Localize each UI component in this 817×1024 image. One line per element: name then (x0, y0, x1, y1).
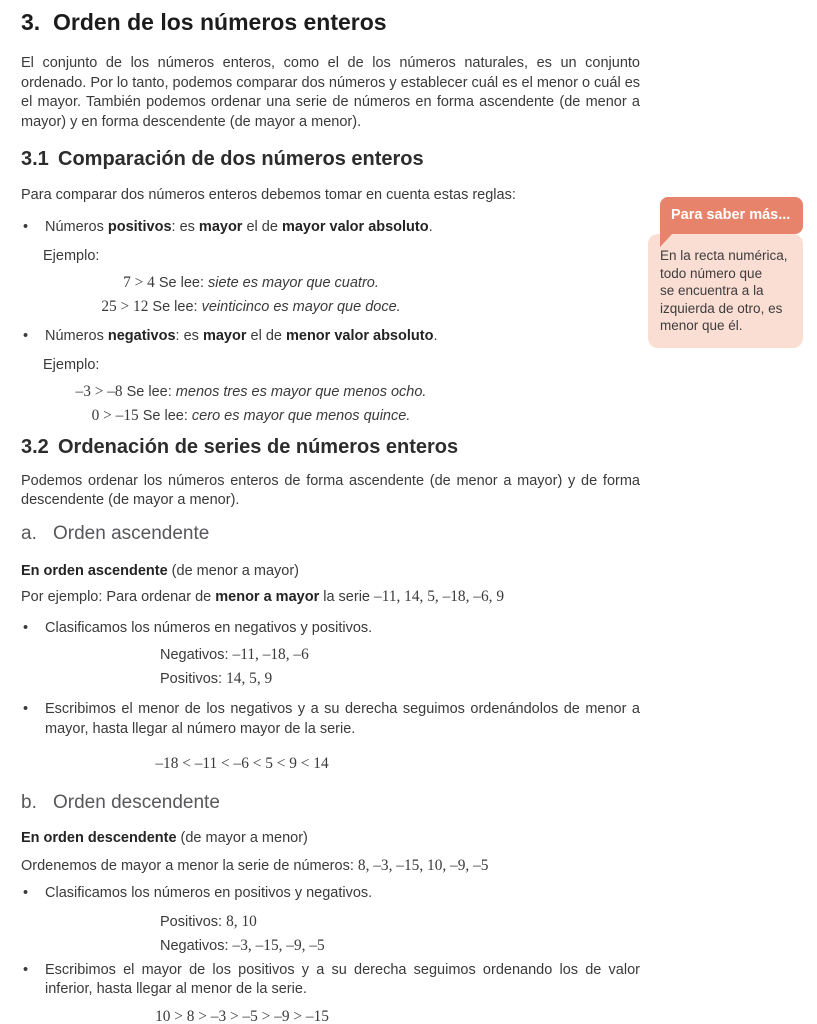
descendente-positivos-group (160, 910, 640, 934)
text-segment: Positivos: (160, 913, 227, 930)
descendente-step-2 (21, 961, 640, 1000)
ascendente-intro (21, 562, 640, 582)
text-segment: Números (45, 327, 108, 344)
text-segment: Negativos: (160, 937, 233, 954)
main-text-column (21, 0, 640, 1024)
text-segment: positivos (107, 218, 172, 235)
text-segment: Positivos: (160, 671, 227, 687)
callout-header: Para saber más... (660, 197, 803, 234)
descendente-negativos-group (160, 934, 640, 958)
ascendente-step-1-text (45, 619, 640, 639)
text-segment: Se lee: (148, 298, 202, 315)
ascendente-positivos-group (160, 667, 640, 691)
descendente-result (21, 1005, 463, 1024)
descendente-step-2-text (45, 961, 640, 1000)
para-saber-mas-callout (648, 197, 803, 348)
text-segment: –11, 14, 5, –18, –6, 9 (374, 588, 505, 605)
section-3-1-lead: Para comparar dos números enteros debemos tomar en cuenta estas reglas: (21, 187, 516, 203)
ascendente-result (21, 752, 463, 776)
text-segment: veinticinco es mayor que doce. (201, 298, 401, 315)
ascendente-example-intro (21, 587, 640, 608)
callout-body-line: menor que él. (660, 318, 743, 333)
callout-body-line: todo número que (660, 265, 763, 281)
ejemplo-label-1: Ejemplo: (43, 248, 100, 264)
subsection-a-letter: a. (21, 522, 37, 544)
text-segment: En orden ascendente (21, 562, 168, 579)
section-3-2-heading (21, 434, 640, 460)
text-segment: Por ejemplo: Para ordenar de (21, 589, 216, 605)
chapter-heading-number: 3. (21, 9, 41, 35)
bullet-dot: • (23, 885, 29, 901)
text-segment: la serie (319, 589, 375, 605)
text-segment: 25 > 12 (101, 297, 149, 315)
text-segment: 8, 10 (226, 912, 257, 930)
text-segment: 10 > 8 > –3 > –5 > –9 > –15 (155, 1007, 329, 1024)
text-segment: –11, –18, –6 (232, 646, 309, 663)
text-segment: menos tres es mayor que menos ocho. (175, 383, 427, 400)
text-segment: Clasificamos los números en negativos y positivos. (45, 619, 373, 636)
text-segment: . (433, 327, 438, 344)
intro-paragraph: El conjunto de los números enteros, como el de los números naturales, es un conjunto ordenado. Por lo tanto, podemos comparar dos números y establecer cuál es el menor o cuál es el mayor. También podemos ordenar una serie de números en forma ascendente (de menor a mayor) y en forma descendente (de mayor a menor). (21, 55, 641, 130)
descendente-step-1 (21, 884, 640, 904)
text-segment: el de (246, 327, 286, 344)
text-segment: Se lee: (154, 274, 209, 291)
text-segment: 0 > –15 (91, 406, 139, 424)
text-segment: : es (171, 218, 199, 235)
ascendente-step-2 (21, 700, 640, 739)
text-segment: Negativos: (160, 647, 233, 663)
ascendente-step-1 (21, 619, 640, 639)
callout-body-line: se encuentra a la (660, 283, 764, 298)
section-3-1-number: 3.1 (21, 148, 49, 170)
text-segment: Números (45, 218, 108, 235)
text-segment: el de (242, 218, 282, 235)
bullet-dot: • (23, 619, 29, 636)
descendente-step-1-text (45, 884, 640, 904)
text-segment: Se lee: (122, 383, 176, 400)
descendente-example-intro (21, 856, 640, 877)
bullet-positivos-text (45, 218, 640, 238)
text-segment: mayor (202, 327, 247, 344)
section-3-1-heading (21, 146, 640, 172)
text-segment: (de mayor a menor) (176, 830, 308, 846)
text-segment: mayor (198, 218, 243, 235)
text-segment: menor valor absoluto (285, 327, 434, 344)
example-line-neg3-neg8 (21, 380, 481, 404)
text-segment: –3, –15, –9, –5 (232, 936, 325, 954)
text-segment: (de menor a mayor) (167, 562, 300, 579)
text-segment: 8, –3, –15, 10, –9, –5 (357, 856, 489, 874)
section-3-2-number: 3.2 (21, 435, 49, 458)
chapter-heading-title: Orden de los números enteros (53, 9, 387, 35)
subsection-a-title: Orden ascendente (53, 522, 210, 544)
bullet-dot: • (23, 327, 29, 344)
text-segment: 14, 5, 9 (226, 670, 273, 687)
callout-body (648, 234, 803, 348)
bullet-negativos-text (45, 327, 640, 347)
text-segment: menor a mayor (215, 589, 320, 605)
subsection-b-title: Orden descendente (53, 792, 220, 813)
section-3-2-title: Ordenación de series de números enteros (58, 435, 459, 458)
bullet-dot: • (23, 218, 29, 235)
text-segment: siete es mayor que cuatro. (208, 274, 379, 291)
text-segment: Escribimos el menor de los negativos y a su derecha seguimos ordenándolos de menor a mayor, hasta llegar al número mayor de la serie. (45, 701, 640, 737)
descendente-intro (21, 829, 640, 849)
subsection-b-letter: b. (21, 792, 37, 813)
subsection-b-heading (21, 791, 640, 815)
example-line-25-12 (21, 295, 481, 319)
section-3-2-lead: Podemos ordenar los números enteros de forma ascendente (de menor a mayor) y de forma descendente (de mayor a menor). (21, 472, 640, 508)
subsection-a-heading (21, 522, 640, 546)
text-segment: : es (175, 327, 203, 344)
text-segment: Se lee: (138, 407, 192, 424)
example-line-0-neg15 (21, 404, 481, 428)
text-segment: mayor valor absoluto (281, 218, 429, 235)
bullet-positivos (21, 218, 640, 238)
section-3-1-title: Comparación de dos números enteros (58, 148, 424, 170)
text-segment: . (428, 218, 433, 235)
text-segment: cero es mayor que menos quince. (191, 407, 411, 424)
text-segment: –18 < –11 < –6 < 5 < 9 < 14 (155, 755, 329, 772)
example-line-7-4 (21, 271, 481, 295)
chapter-heading (21, 8, 640, 36)
bullet-dot: • (23, 701, 29, 717)
text-segment: En orden descendente (21, 830, 177, 846)
text-segment: –3 > –8 (75, 382, 123, 400)
bullet-negativos (21, 327, 640, 347)
callout-body-line: En la recta numérica, (660, 248, 788, 263)
text-segment: Escribimos el mayor de los positivos y a su derecha seguimos ordenando los de valor inferior, hasta llegar al menor de la serie. (45, 961, 640, 997)
callout-body-line: izquierda de otro, es (660, 300, 783, 316)
text-segment: Ordenemos de mayor a menor la serie de números: (21, 857, 358, 874)
ascendente-negativos-group (160, 643, 640, 667)
ascendente-step-2-text (45, 700, 640, 739)
text-segment: negativos (107, 327, 176, 344)
text-segment: Clasificamos los números en positivos y negativos. (45, 885, 373, 901)
bullet-dot: • (23, 961, 29, 978)
text-segment: 7 > 4 (123, 273, 155, 291)
ejemplo-label-2: Ejemplo: (43, 357, 100, 373)
